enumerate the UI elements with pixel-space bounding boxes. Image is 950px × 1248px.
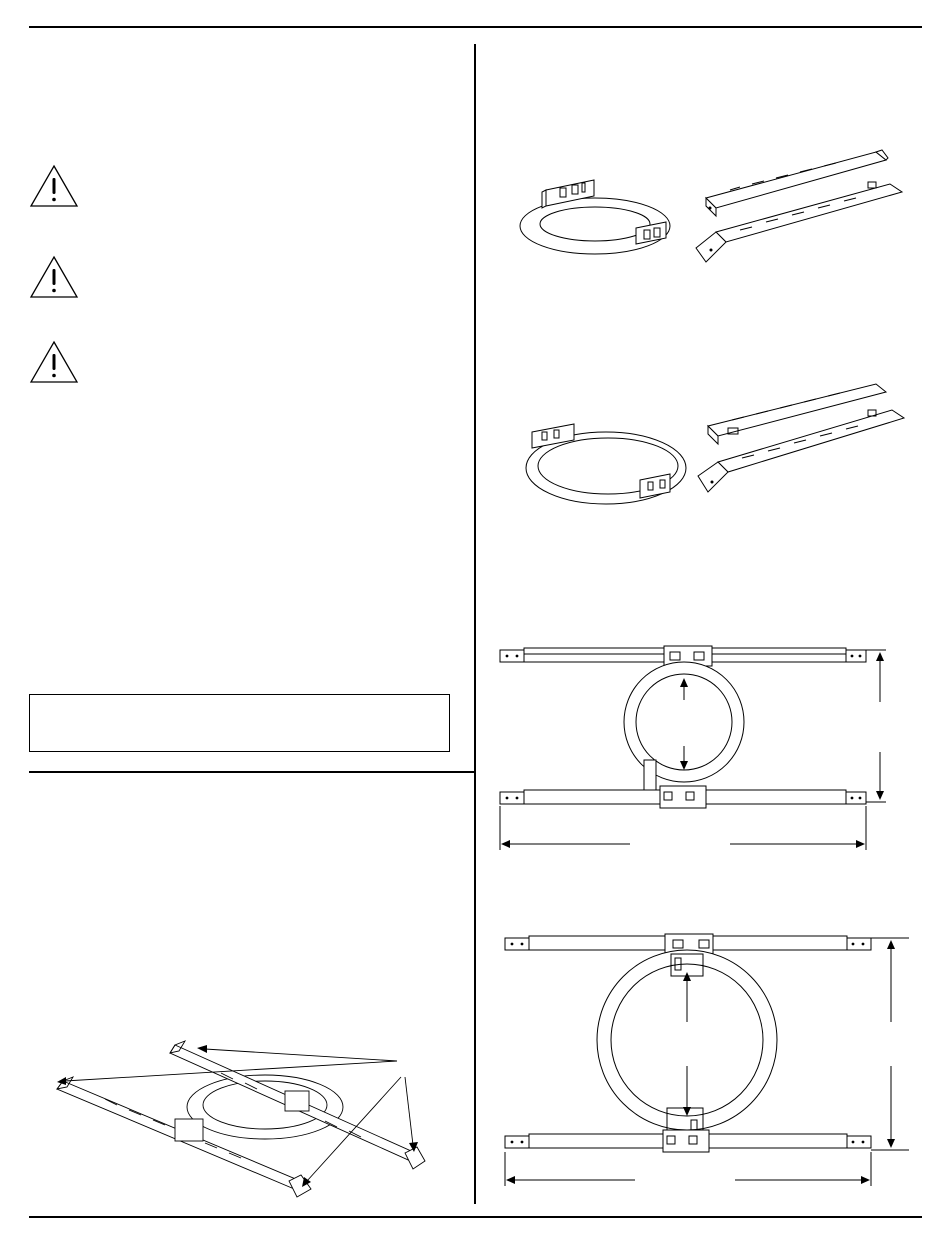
section-rule (29, 771, 474, 773)
ring-and-rails-figure-a (520, 150, 920, 275)
top-rule (29, 26, 922, 28)
column-divider (474, 44, 476, 1204)
bottom-rule (29, 1216, 922, 1218)
dimension-drawing-large (495, 928, 915, 1190)
warning-triangle-icon (29, 340, 79, 384)
assembled-bracket-figure (45, 1035, 435, 1205)
warning-triangle-icon (29, 255, 79, 299)
ring-and-rails-figure-b (520, 380, 920, 510)
warning-triangle-icon (29, 164, 79, 208)
notice-box (29, 694, 450, 752)
dimension-drawing-small (490, 640, 900, 855)
